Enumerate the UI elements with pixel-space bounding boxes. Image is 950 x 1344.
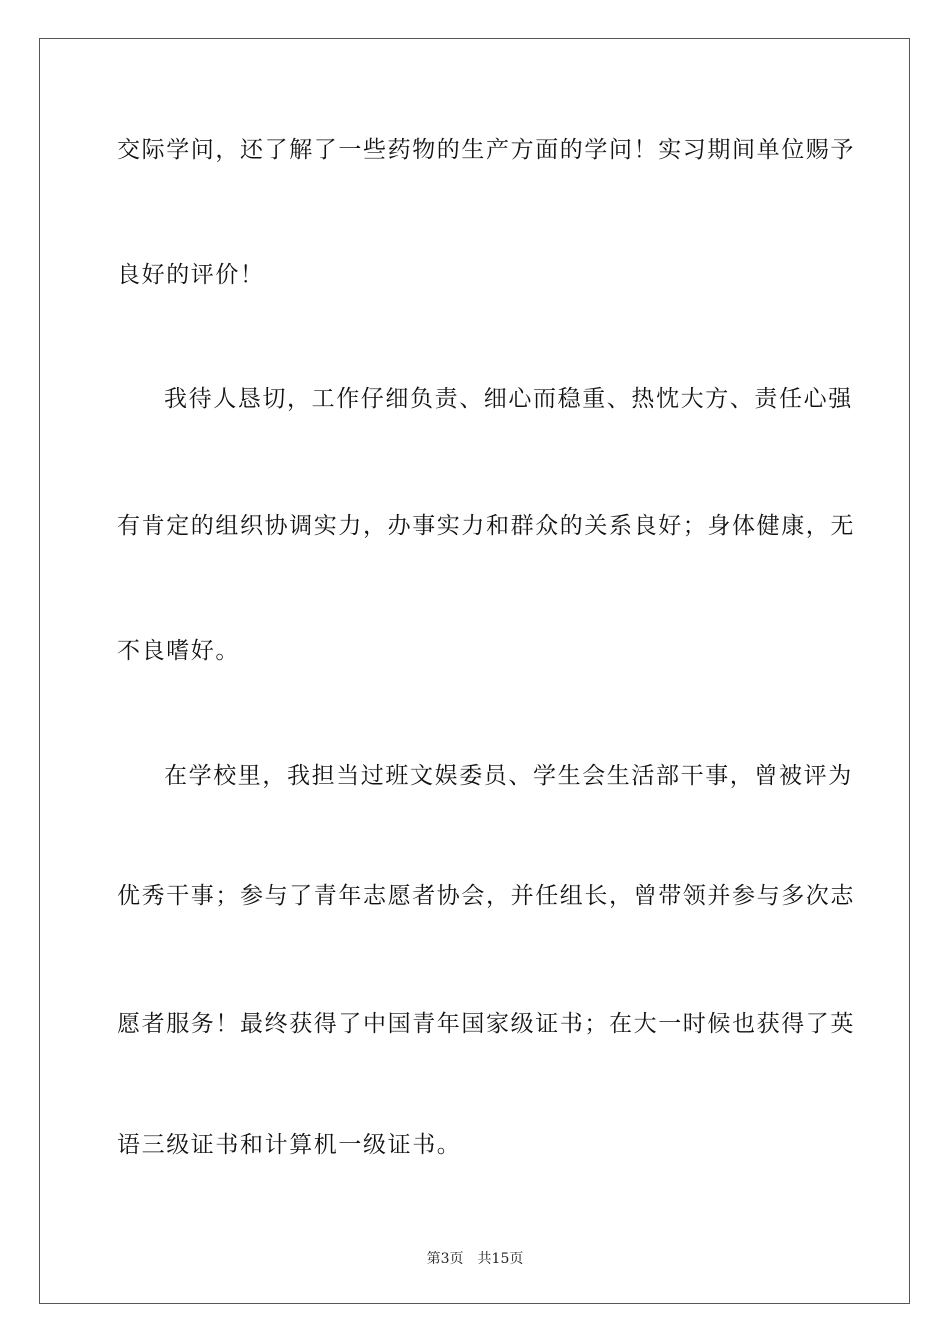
paragraph-line: 良好的评价！ bbox=[117, 262, 265, 288]
paragraph-line: 优秀干事；参与了青年志愿者协会，并任组长，曾带领并参与多次志 bbox=[117, 883, 855, 909]
paragraph-line: 愿者服务！最终获得了中国青年国家级证书；在大一时候也获得了英 bbox=[117, 1011, 855, 1037]
paragraph-line: 交际学问，还了解了一些药物的生产方面的学问！实习期间单位赐予 bbox=[117, 137, 855, 163]
paragraph-line: 在学校里，我担当过班文娱委员、学生会生活部干事，曾被评为 bbox=[164, 763, 853, 789]
page-border bbox=[39, 38, 910, 1304]
page-number-total: 共15页 bbox=[477, 1251, 524, 1267]
page-footer bbox=[0, 1248, 950, 1268]
paragraph-line: 有肯定的组织协调实力，办事实力和群众的关系良好；身体健康，无 bbox=[117, 513, 855, 539]
page-number-current: 第3页 bbox=[426, 1251, 464, 1267]
paragraph-line: 语三级证书和计算机一级证书。 bbox=[117, 1132, 462, 1158]
paragraph-line: 我待人恳切，工作仔细负责、细心而稳重、热忱大方、责任心强 bbox=[164, 386, 853, 412]
paragraph-line: 不良嗜好。 bbox=[117, 638, 240, 664]
